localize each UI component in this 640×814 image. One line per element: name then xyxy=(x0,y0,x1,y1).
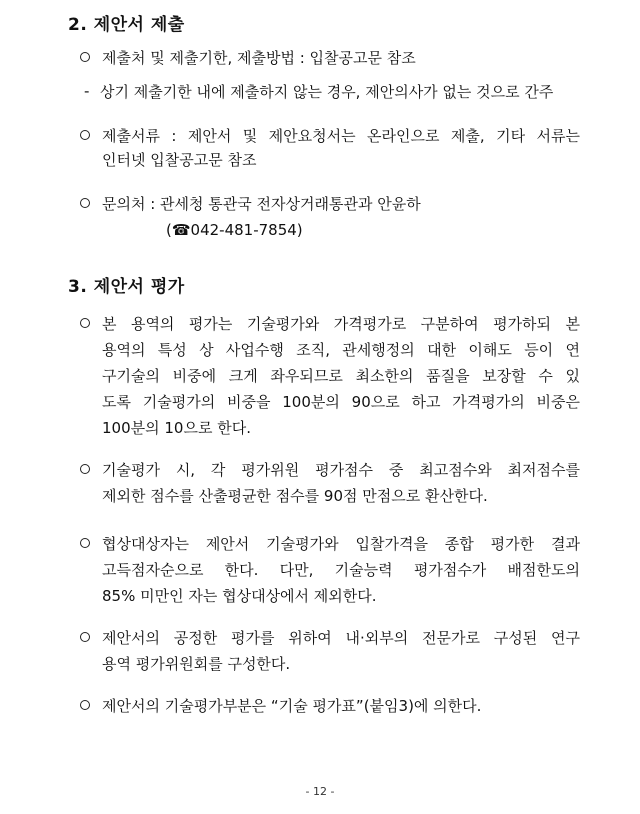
para-line: 구기술의 비중에 크게 좌우되므로 최소한의 품질을 보장할 수 있 xyxy=(102,367,580,385)
circle-bullet-icon xyxy=(80,632,90,642)
contact-phone: (☎042-481-7854) xyxy=(166,221,303,239)
dash-bullet: - xyxy=(84,82,90,100)
para-line: 제안서의 기술평가부분은 “기술 평가표”(붙임3)에 의한다. xyxy=(102,697,482,715)
para-line: 기술평가 시, 각 평가위원 평가점수 중 최고점수와 최저점수를 xyxy=(102,461,580,479)
para-line: 85% 미만인 자는 협상대상에서 제외한다. xyxy=(102,587,377,605)
circle-bullet-icon xyxy=(80,130,90,140)
circle-bullet-icon xyxy=(80,464,90,474)
item-text-line: 제출서류 : 제안서 및 제안요청서는 온라인으로 제출, 기타 서류는 xyxy=(102,127,580,145)
item-text: 제출처 및 제출기한, 제출방법 : 입찰공고문 참조 xyxy=(102,49,416,67)
para-line: 제외한 점수를 산출평균한 점수를 90점 만점으로 환산한다. xyxy=(102,487,488,505)
para-line: 본 용역의 평가는 기술평가와 가격평가로 구분하여 평가하되 본 xyxy=(102,315,580,333)
circle-bullet-icon xyxy=(80,318,90,328)
para-line: 100분의 10으로 한다. xyxy=(102,419,251,437)
para-line: 협상대상자는 제안서 기술평가와 입찰가격을 종합 평가한 결과 xyxy=(102,535,580,553)
circle-bullet-icon xyxy=(80,538,90,548)
section-2-heading: 2. 제안서 제출 xyxy=(68,15,185,35)
section-3-heading: 3. 제안서 평가 xyxy=(68,277,185,297)
page-number: - 12 - xyxy=(305,785,335,798)
para-line: 용역의 특성 상 사업수행 조직, 관세행정의 대한 이해도 등이 연 xyxy=(102,341,580,359)
circle-bullet-icon xyxy=(80,52,90,62)
para-line: 용역 평가위원회를 구성한다. xyxy=(102,655,291,673)
para-line: 고득점자순으로 한다. 다만, 기술능력 평가점수가 배점한도의 xyxy=(102,561,580,579)
circle-bullet-icon xyxy=(80,700,90,710)
sub-note-text: 상기 제출기한 내에 제출하지 않는 경우, 제안의사가 없는 것으로 간주 xyxy=(100,83,554,101)
para-line: 제안서의 공정한 평가를 위하여 내·외부의 전문가로 구성된 연구 xyxy=(102,629,580,647)
circle-bullet-icon xyxy=(80,198,90,208)
item-text-line: 인터넷 입찰공고문 참조 xyxy=(102,151,257,169)
para-line: 도록 기술평가의 비중을 100분의 90으로 하고 가격평가의 비중은 xyxy=(102,393,580,411)
item-text-line: 문의처 : 관세청 통관국 전자상거래통관과 안윤하 xyxy=(102,195,421,213)
